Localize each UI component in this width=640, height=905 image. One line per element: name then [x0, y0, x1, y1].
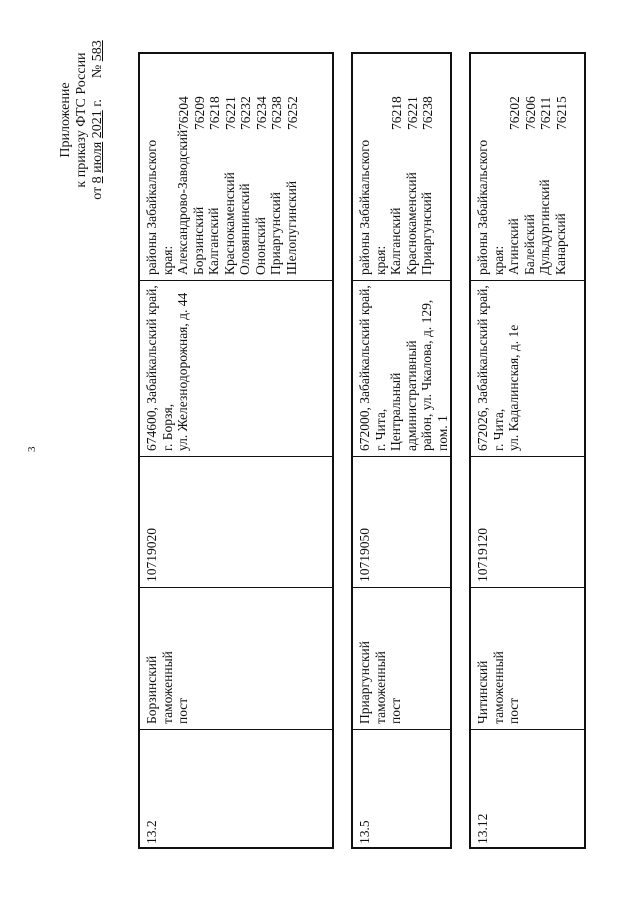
date-prefix: от — [90, 186, 105, 200]
date-month: июля — [90, 141, 105, 173]
region-districts: районы Забайкальского края: Агинский Балейский Дульдургинский Канарский — [475, 139, 568, 275]
customs-post-code: 10719120 — [475, 528, 490, 582]
oktmo-codes: 76204 76209 76218 76221 76232 76234 76238 76252 — [176, 96, 300, 130]
order-number: 583 — [90, 40, 105, 62]
document-header — [58, 0, 106, 240]
table-row — [138, 52, 334, 849]
oktmo-codes: 76202 76206 76211 76215 — [507, 96, 569, 130]
page-number: 3 — [26, 446, 38, 452]
date-suffix: г. — [90, 99, 105, 107]
region-districts: районы Забайкальского края: Александрово-Заводский Борзинский Калганский Краснокаменский Оловяннинский Ононский Приаргунский Шелопугинский — [144, 129, 299, 275]
order-prefix: № — [90, 64, 105, 79]
region-districts: районы Забайкальского края: Калганский Краснокаменский Приаргунский — [357, 139, 434, 275]
customs-post-name: Борзинский таможенный пост — [144, 651, 190, 724]
header-order-ref: к приказу ФТС России — [74, 52, 89, 188]
row-number: 13.12 — [475, 813, 490, 844]
customs-post-address: 672026, Забайкальский край, г. Чита, ул. Кадалинская, д. 1е — [475, 285, 521, 451]
customs-post-code: 10719050 — [357, 528, 372, 582]
date-day: 8 — [90, 176, 105, 184]
header-date-line — [90, 0, 106, 240]
oktmo-codes: 76218 76221 76238 — [389, 96, 435, 130]
table-row — [469, 52, 586, 849]
header-title: Приложение — [58, 82, 73, 158]
customs-post-name: Приаргунский таможенный пост — [357, 641, 403, 724]
customs-post-address: 674600, Забайкальский край, г. Борзя, ул. Железнодорожная, д. 44 — [144, 285, 190, 451]
date-year: 2021 — [90, 110, 105, 139]
customs-post-code: 10719020 — [144, 528, 159, 582]
customs-post-name: Читинский таможенный пост — [475, 651, 521, 724]
row-number: 13.5 — [357, 820, 372, 844]
row-number: 13.2 — [144, 820, 159, 844]
table-row — [351, 52, 452, 849]
customs-post-address: 672000, Забайкальский край, г. Чита, Центральный административный район, ул. Чкалова, д. 129, пом. 1 — [357, 285, 450, 451]
